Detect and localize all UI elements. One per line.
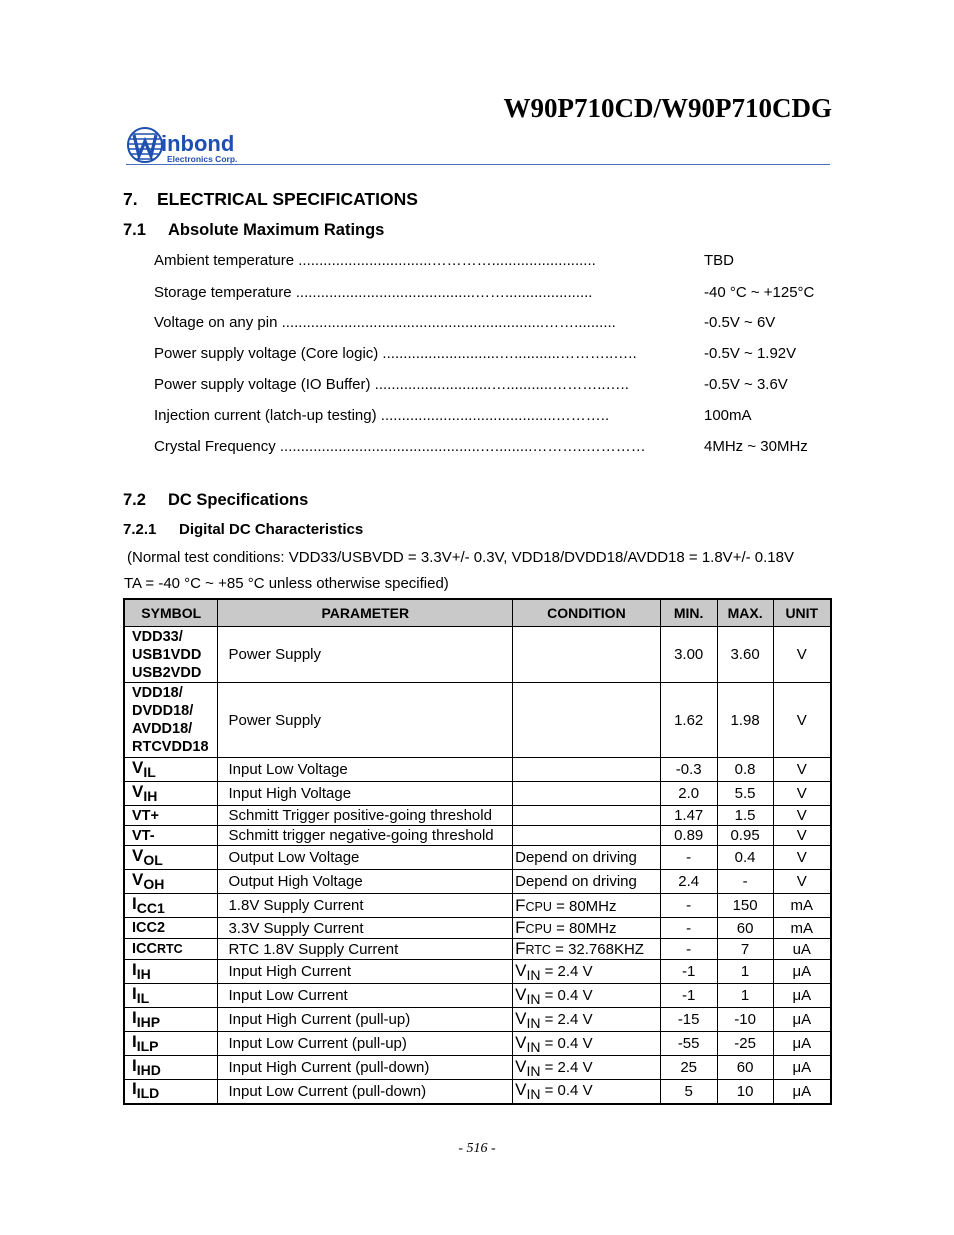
condition-cell	[513, 683, 661, 758]
abs-max-number: 7.1	[123, 221, 146, 239]
condition-subscript: IN	[526, 1086, 541, 1103]
symbol-cell	[124, 960, 218, 984]
condition-cell	[513, 939, 661, 960]
min-cell: 5	[660, 1080, 717, 1104]
max-cell: 10	[717, 1080, 773, 1104]
table-row	[124, 1056, 831, 1080]
symbol-cell	[124, 984, 218, 1008]
unit-cell: V	[773, 627, 831, 683]
condition-subscript: RTC	[525, 943, 551, 957]
symbol-text: VT+	[132, 807, 159, 824]
abs-max-heading	[123, 221, 384, 240]
condition-main: V	[515, 1080, 527, 1100]
condition-main: V	[515, 984, 527, 1004]
max-cell: 0.4	[717, 846, 773, 870]
symbol-cell	[124, 918, 218, 939]
condition-text: Depend on driving	[515, 873, 637, 890]
min-cell: 25	[660, 1056, 717, 1080]
symbol-main: V	[132, 869, 144, 889]
digital-dc-heading	[123, 521, 363, 538]
parameter-cell: 3.3V Supply Current	[218, 918, 513, 939]
condition-cell	[513, 894, 661, 918]
symbol-cell	[124, 826, 218, 846]
parameter-cell: Power Supply	[218, 627, 513, 683]
min-cell: 2.4	[660, 870, 717, 894]
symbol-subscript: IL	[143, 763, 156, 780]
symbol-main: I	[132, 1079, 137, 1099]
unit-cell: V	[773, 806, 831, 826]
min-cell: 3.00	[660, 627, 717, 683]
unit-cell: μA	[773, 1080, 831, 1104]
symbol-main: I	[132, 983, 137, 1003]
max-cell: 60	[717, 918, 773, 939]
parameter-cell: 1.8V Supply Current	[218, 894, 513, 918]
condition-cell	[513, 782, 661, 806]
symbol-main: I	[132, 1031, 137, 1051]
rating-value: 100mA	[704, 407, 752, 424]
condition-cell	[513, 984, 661, 1008]
min-cell: -	[660, 918, 717, 939]
condition-subscript: CPU	[525, 922, 552, 936]
symbol-cell	[124, 683, 218, 758]
min-cell: 1.47	[660, 806, 717, 826]
symbol-main: ICC	[132, 941, 157, 957]
rating-value: TBD	[704, 252, 734, 269]
parameter-cell: RTC 1.8V Supply Current	[218, 939, 513, 960]
logo-wordmark: inbond	[161, 131, 235, 156]
table-row	[124, 939, 831, 960]
table-row	[124, 984, 831, 1008]
header-min: MIN.	[660, 599, 717, 627]
condition-subscript: IN	[526, 1014, 541, 1031]
parameter-cell: Input High Current (pull-up)	[218, 1008, 513, 1032]
max-cell: 0.8	[717, 758, 773, 782]
unit-cell: uA	[773, 939, 831, 960]
table-row	[124, 894, 831, 918]
table-row	[124, 870, 831, 894]
unit-cell: V	[773, 826, 831, 846]
symbol-main: I	[132, 959, 137, 979]
condition-cell	[513, 627, 661, 683]
table-row	[124, 627, 831, 683]
parameter-cell: Schmitt trigger negative-going threshold	[218, 826, 513, 846]
condition-cell	[513, 826, 661, 846]
table-row	[124, 1008, 831, 1032]
condition-cell	[513, 1032, 661, 1056]
unit-cell: mA	[773, 894, 831, 918]
condition-subscript: CPU	[525, 899, 552, 914]
condition-cell	[513, 1080, 661, 1104]
table-row	[124, 1032, 831, 1056]
parameter-cell: Input Low Current	[218, 984, 513, 1008]
condition-value: = 2.4 V	[540, 1058, 593, 1076]
min-cell: -1	[660, 984, 717, 1008]
table-header-row	[124, 599, 831, 627]
parameter-cell: Power Supply	[218, 683, 513, 758]
header-condition: CONDITION	[513, 599, 661, 627]
condition-value: = 80MHz	[551, 920, 617, 937]
max-cell: 1	[717, 960, 773, 984]
min-cell: -0.3	[660, 758, 717, 782]
condition-main: V	[515, 1008, 527, 1028]
table-row	[124, 960, 831, 984]
condition-value: = 2.4 V	[540, 1010, 593, 1028]
unit-cell: V	[773, 683, 831, 758]
logo-subtext: Electronics Corp.	[167, 154, 238, 164]
symbol-subscript: CC1	[136, 899, 165, 916]
condition-main: V	[515, 1032, 527, 1052]
symbol-subscript: IL	[136, 989, 150, 1006]
max-cell: 60	[717, 1056, 773, 1080]
condition-main: V	[515, 1056, 527, 1076]
rating-label: Crystal Frequency ................................................….........………..…………	[154, 438, 646, 455]
symbol-cell	[124, 894, 218, 918]
symbol-subscript: OH	[143, 875, 165, 892]
unit-cell: μA	[773, 1032, 831, 1056]
unit-cell: V	[773, 782, 831, 806]
header-rule	[126, 164, 830, 165]
symbol-subscript: IH	[143, 787, 158, 804]
table-row	[124, 758, 831, 782]
condition-subscript: IN	[526, 1062, 541, 1079]
min-cell: -1	[660, 960, 717, 984]
section-number: 7.	[123, 189, 138, 209]
digital-dc-title: Digital DC Characteristics	[179, 521, 364, 538]
parameter-cell: Schmitt Trigger positive-going threshold	[218, 806, 513, 826]
symbol-main: V	[132, 845, 144, 865]
max-cell: 7	[717, 939, 773, 960]
symbol-text: ICC2	[132, 920, 166, 936]
rating-label: Voltage on any pin ...............................................................……..........	[154, 314, 616, 331]
section-title: ELECTRICAL SPECIFICATIONS	[157, 189, 418, 209]
condition-cell	[513, 960, 661, 984]
dc-characteristics-table	[123, 598, 832, 1105]
symbol-cell	[124, 870, 218, 894]
symbol-cell	[124, 1008, 218, 1032]
condition-cell	[513, 846, 661, 870]
page-number: - 516 -	[458, 1141, 496, 1156]
rating-label: Power supply voltage (Core logic) ............................…...........………..…..	[154, 345, 637, 362]
condition-text: Depend on driving	[515, 849, 637, 866]
winbond-logo	[126, 125, 256, 165]
symbol-cell	[124, 1056, 218, 1080]
dc-heading	[123, 491, 308, 510]
table-row	[124, 918, 831, 939]
condition-cell	[513, 806, 661, 826]
rating-value: 4MHz ~ 30MHz	[704, 438, 808, 455]
table-row	[124, 806, 831, 826]
condition-value: = 0.4 V	[540, 1082, 593, 1100]
max-cell: 1.98	[717, 683, 773, 758]
rating-value: -40 °C ~ +125°C	[704, 284, 815, 301]
min-cell: -15	[660, 1008, 717, 1032]
symbol-cell	[124, 939, 218, 960]
parameter-cell: Output High Voltage	[218, 870, 513, 894]
condition-subscript: IN	[526, 966, 541, 983]
min-cell: 2.0	[660, 782, 717, 806]
table-row	[124, 683, 831, 758]
test-conditions-line2: TA = -40 °C ~ +85 °C unless otherwise specified)	[124, 575, 449, 592]
header-unit: UNIT	[773, 599, 831, 627]
rating-label: Ambient temperature ................................………….........................	[154, 252, 596, 269]
symbol-cell	[124, 806, 218, 826]
rating-label: Injection current (latch-up testing) ..........................................………..	[154, 407, 610, 424]
unit-cell: μA	[773, 984, 831, 1008]
table-row	[124, 826, 831, 846]
condition-main: V	[515, 960, 527, 980]
rating-value: -0.5V ~ 3.6V	[704, 376, 788, 393]
unit-cell: V	[773, 758, 831, 782]
header-symbol: SYMBOL	[124, 599, 218, 627]
condition-subscript: IN	[526, 1038, 541, 1055]
abs-max-title: Absolute Maximum Ratings	[168, 221, 385, 239]
symbol-cell	[124, 846, 218, 870]
min-cell: -	[660, 894, 717, 918]
symbol-cell	[124, 782, 218, 806]
min-cell: -55	[660, 1032, 717, 1056]
parameter-cell: Input Low Current (pull-down)	[218, 1080, 513, 1104]
symbol-text: VT-	[132, 827, 155, 844]
max-cell: -	[717, 870, 773, 894]
symbol-small: RTC	[156, 942, 183, 956]
condition-cell	[513, 758, 661, 782]
condition-value: = 80MHz	[551, 897, 617, 915]
condition-value: = 0.4 V	[540, 1034, 593, 1052]
dc-number: 7.2	[123, 491, 146, 509]
symbol-subscript: OL	[143, 851, 163, 868]
header-parameter: PARAMETER	[218, 599, 513, 627]
parameter-cell: Input High Current	[218, 960, 513, 984]
max-cell: 1.5	[717, 806, 773, 826]
condition-main: F	[515, 939, 526, 958]
condition-cell	[513, 1056, 661, 1080]
max-cell: -25	[717, 1032, 773, 1056]
test-conditions-line1: (Normal test conditions: VDD33/USBVDD = 3.3V+/- 0.3V, VDD18/DVDD18/AVDD18 = 1.8V+/- 0.18V	[127, 549, 794, 566]
section-heading	[123, 189, 418, 210]
min-cell: -	[660, 846, 717, 870]
table-row	[124, 846, 831, 870]
parameter-cell: Input High Current (pull-down)	[218, 1056, 513, 1080]
rating-label: Storage temperature ...........................................…….....................	[154, 284, 593, 301]
parameter-cell: Input Low Voltage	[218, 758, 513, 782]
header-max: MAX.	[717, 599, 773, 627]
min-cell: 1.62	[660, 683, 717, 758]
symbol-subscript: ILP	[136, 1037, 159, 1054]
symbol-text: VDD33/ USB1VDD USB2VDD	[132, 628, 202, 681]
condition-cell	[513, 918, 661, 939]
parameter-cell: Output Low Voltage	[218, 846, 513, 870]
unit-cell: V	[773, 846, 831, 870]
symbol-subscript: IH	[136, 965, 151, 982]
symbol-text: VDD18/ DVDD18/ AVDD18/ RTCVDD18	[132, 685, 209, 755]
dc-title: DC Specifications	[168, 491, 309, 509]
condition-main: F	[515, 895, 526, 915]
max-cell: 150	[717, 894, 773, 918]
table-row	[124, 1080, 831, 1104]
condition-value: = 2.4 V	[540, 962, 593, 980]
symbol-subscript: ILD	[136, 1085, 160, 1102]
unit-cell: μA	[773, 1008, 831, 1032]
parameter-cell: Input High Voltage	[218, 782, 513, 806]
parameter-cell: Input Low Current (pull-up)	[218, 1032, 513, 1056]
symbol-cell	[124, 758, 218, 782]
symbol-cell	[124, 1032, 218, 1056]
max-cell: -10	[717, 1008, 773, 1032]
rating-label: Power supply voltage (IO Buffer) ............................…...........………..…..	[154, 376, 629, 393]
document-title: W90P710CD/W90P710CDG	[503, 93, 832, 123]
table-row	[124, 782, 831, 806]
symbol-main: V	[132, 781, 144, 801]
min-cell: -	[660, 939, 717, 960]
symbol-main: I	[132, 1007, 137, 1027]
table-body	[124, 627, 831, 1104]
symbol-cell	[124, 627, 218, 683]
symbol-subscript: IHP	[136, 1013, 161, 1030]
symbol-cell	[124, 1080, 218, 1104]
symbol-main: I	[132, 893, 137, 913]
symbol-main: I	[132, 1055, 137, 1075]
rating-value: -0.5V ~ 6V	[704, 314, 776, 331]
condition-value: = 0.4 V	[540, 986, 593, 1004]
min-cell: 0.89	[660, 826, 717, 846]
symbol-main: V	[132, 757, 144, 777]
condition-main: F	[515, 918, 526, 937]
condition-cell	[513, 1008, 661, 1032]
max-cell: 5.5	[717, 782, 773, 806]
unit-cell: μA	[773, 1056, 831, 1080]
condition-value: = 32.768KHZ	[550, 941, 644, 958]
symbol-subscript: IHD	[136, 1061, 161, 1078]
unit-cell: V	[773, 870, 831, 894]
unit-cell: mA	[773, 918, 831, 939]
max-cell: 0.95	[717, 826, 773, 846]
condition-cell	[513, 870, 661, 894]
digital-dc-number: 7.2.1	[123, 521, 157, 538]
max-cell: 3.60	[717, 627, 773, 683]
unit-cell: μA	[773, 960, 831, 984]
max-cell: 1	[717, 984, 773, 1008]
rating-value: -0.5V ~ 1.92V	[704, 345, 797, 362]
condition-subscript: IN	[526, 990, 541, 1007]
